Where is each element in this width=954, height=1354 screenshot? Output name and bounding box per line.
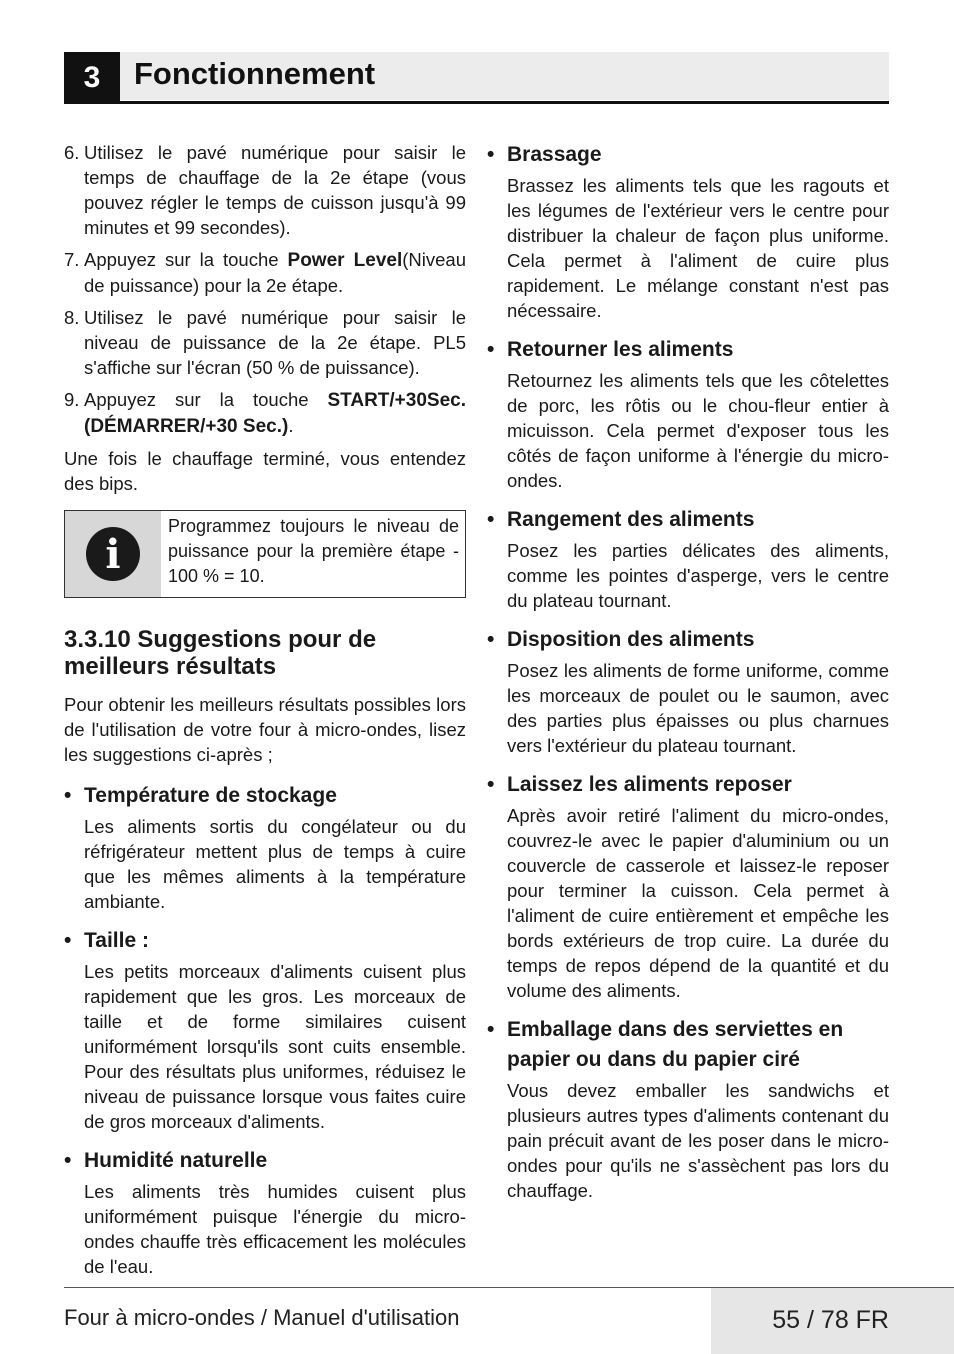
- bullet-body: Posez les parties délicates des aliments, comme les pointes d'asperge, vers le centre du plateau tournant.: [507, 540, 889, 611]
- chapter-header: [64, 52, 889, 104]
- bullet-title: Emballage dans des serviettes en papier ou dans du papier ciré: [507, 1018, 844, 1071]
- footer-manual-title: Four à micro-ondes / Manuel d'utilisation: [64, 1305, 460, 1330]
- step-text: Utilisez le pavé numérique pour saisir le niveau de puissance de la 2e étape. PL5 s'affiche sur l'écran (50 % de puissance).: [84, 307, 466, 378]
- bullet-heading: [64, 1146, 466, 1176]
- bullet-title: Rangement des aliments: [507, 508, 755, 531]
- bullet-item: [487, 140, 889, 323]
- page-number: 55 / 78 FR: [772, 1306, 889, 1334]
- chapter-title: Fonctionnement: [134, 56, 376, 91]
- bullet-item: [64, 1146, 466, 1279]
- bullet-item: [487, 505, 889, 613]
- bullet-dot: •: [487, 773, 495, 796]
- bullet-body: Posez les aliments de forme uniforme, comme les morceaux de poulet ou le saumon, avec des parties plus épaisses ou plus charnues vers l'extérieur du plateau tournant.: [507, 660, 889, 756]
- left-column: [64, 140, 466, 1291]
- bullet-dot: •: [487, 338, 495, 361]
- bullet-item: [487, 1015, 889, 1203]
- bullet-body: Brassez les aliments tels que les ragouts et les légumes de l'extérieur vers le centre pour distribuer la chaleur de façon plus uniforme. Cela permet à l'aliment de cuire plus rapidement. Le mélange constant n'est pas nécessaire.: [507, 175, 889, 321]
- info-note: [64, 510, 466, 598]
- bullet-body: Retournez les aliments tels que les côtelettes de porc, les rôtis ou le chou-fleur entier à micuisson. Cela permet d'exposer tous les côtés de façon uniforme à l'énergie du micro-ondes.: [507, 370, 889, 491]
- bullet-item: [487, 770, 889, 1003]
- step-7: [64, 247, 466, 298]
- section-intro: Pour obtenir les meilleurs résultats possibles lors de l'utilisation de votre four à micro-ondes, lisez les suggestions ci-après ;: [64, 694, 466, 765]
- step-text: Utilisez le pavé numérique pour saisir le temps de chauffage de la 2e étape (vous pouvez régler le temps de cuisson jusqu'à 99 minutes et 99 secondes).: [84, 142, 466, 238]
- bullet-dot: •: [487, 628, 495, 651]
- bullet-item: [487, 335, 889, 493]
- info-icon: i: [86, 527, 140, 581]
- key-power-level: Power Level: [287, 250, 403, 271]
- info-icon-box: [65, 511, 161, 597]
- bullet-heading: [487, 335, 889, 365]
- bullet-body: Les petits morceaux d'aliments cuisent plus rapidement que les gros. Les morceaux de taille et de forme similaires cuisent uniformément lorsqu'ils sont cuits ensemble. Pour des résultats plus uniformes, réduisez le niveau de puissance lorsque vous faites cuire de gros morceaux d'aliments.: [84, 961, 466, 1132]
- step-text-post: .: [288, 415, 294, 436]
- info-note-text: Programmez toujours le niveau de puissance pour la première étape - 100 % = 10.: [168, 516, 459, 586]
- bullet-dot: •: [487, 143, 495, 166]
- bullet-heading: [487, 625, 889, 655]
- bullet-dot: •: [64, 929, 72, 952]
- bullet-heading: [64, 781, 466, 811]
- bullet-title: Humidité naturelle: [84, 1149, 268, 1172]
- step-text-post: (Niveau de puissance) pour la 2e étape.: [84, 249, 466, 296]
- footer-page-box: [711, 1288, 954, 1354]
- bullet-dot: •: [487, 1018, 495, 1041]
- bullet-body: Les aliments sortis du congélateur ou du réfrigérateur mettent plus de temps à cuire que les mêmes aliments à la température ambiante.: [84, 816, 466, 912]
- step-text-pre: Appuyez sur la touche: [84, 389, 328, 410]
- step-number: 6.: [64, 142, 80, 163]
- bullet-heading: [487, 140, 889, 170]
- step-number: 7.: [64, 249, 80, 270]
- bullet-heading: [487, 770, 889, 800]
- step-number: 9.: [64, 389, 80, 410]
- step-text: [84, 387, 466, 439]
- bullet-title: Température de stockage: [84, 784, 337, 807]
- step-6: [64, 140, 466, 240]
- bullet-heading: [64, 926, 466, 956]
- header-rule: [120, 101, 889, 104]
- step-number: 8.: [64, 307, 80, 328]
- bullet-dot: •: [64, 784, 72, 807]
- bullet-title: Laissez les aliments reposer: [507, 773, 792, 796]
- bullet-item: [487, 625, 889, 758]
- bullet-body: Vous devez emballer les sandwichs et plusieurs autres types d'aliments contenant du pain précuit avant de les poser dans le micro-ondes pour qu'ils ne s'assèchent pas lors du chauffage.: [507, 1080, 889, 1201]
- bullet-dot: •: [64, 1149, 72, 1172]
- bullet-item: [64, 926, 466, 1134]
- bullet-body: Les aliments très humides cuisent plus uniformément puisque l'énergie du micro-ondes chauffe très efficacement les molécules de l'eau.: [84, 1181, 466, 1277]
- bullet-body: Après avoir retiré l'aliment du micro-ondes, couvrez-le avec le papier d'aluminium ou un couvercle de casserole et laissez-le reposer pour terminer la cuisson. Cela permet à l'aliment de cuire entièrement et empêche les bords extérieurs de trop cuire. La durée du temps de repos dépend de la quantité et du volume des aliments.: [507, 805, 889, 1001]
- after-steps-text: Une fois le chauffage terminé, vous entendez des bips.: [64, 448, 466, 494]
- bullet-title: Disposition des aliments: [507, 628, 755, 651]
- bullet-heading: [487, 1015, 889, 1075]
- bullet-dot: •: [487, 508, 495, 531]
- chapter-number: 3: [64, 52, 120, 104]
- bullet-title: Brassage: [507, 143, 602, 166]
- section-title: 3.3.10 Suggestions pour de meilleurs résultats: [64, 626, 377, 680]
- bullet-title: Taille :: [84, 929, 149, 952]
- step-text: [84, 247, 466, 298]
- right-column: [487, 140, 889, 1215]
- step-8: [64, 305, 466, 380]
- bullet-heading: [487, 505, 889, 535]
- step-9: [64, 387, 466, 439]
- bullet-title: Retourner les aliments: [507, 338, 734, 361]
- step-text-pre: Appuyez sur la touche: [84, 249, 288, 270]
- bullet-item: [64, 781, 466, 914]
- key-start: START/+30Sec. (DÉMARRER/+30 Sec.): [84, 390, 466, 437]
